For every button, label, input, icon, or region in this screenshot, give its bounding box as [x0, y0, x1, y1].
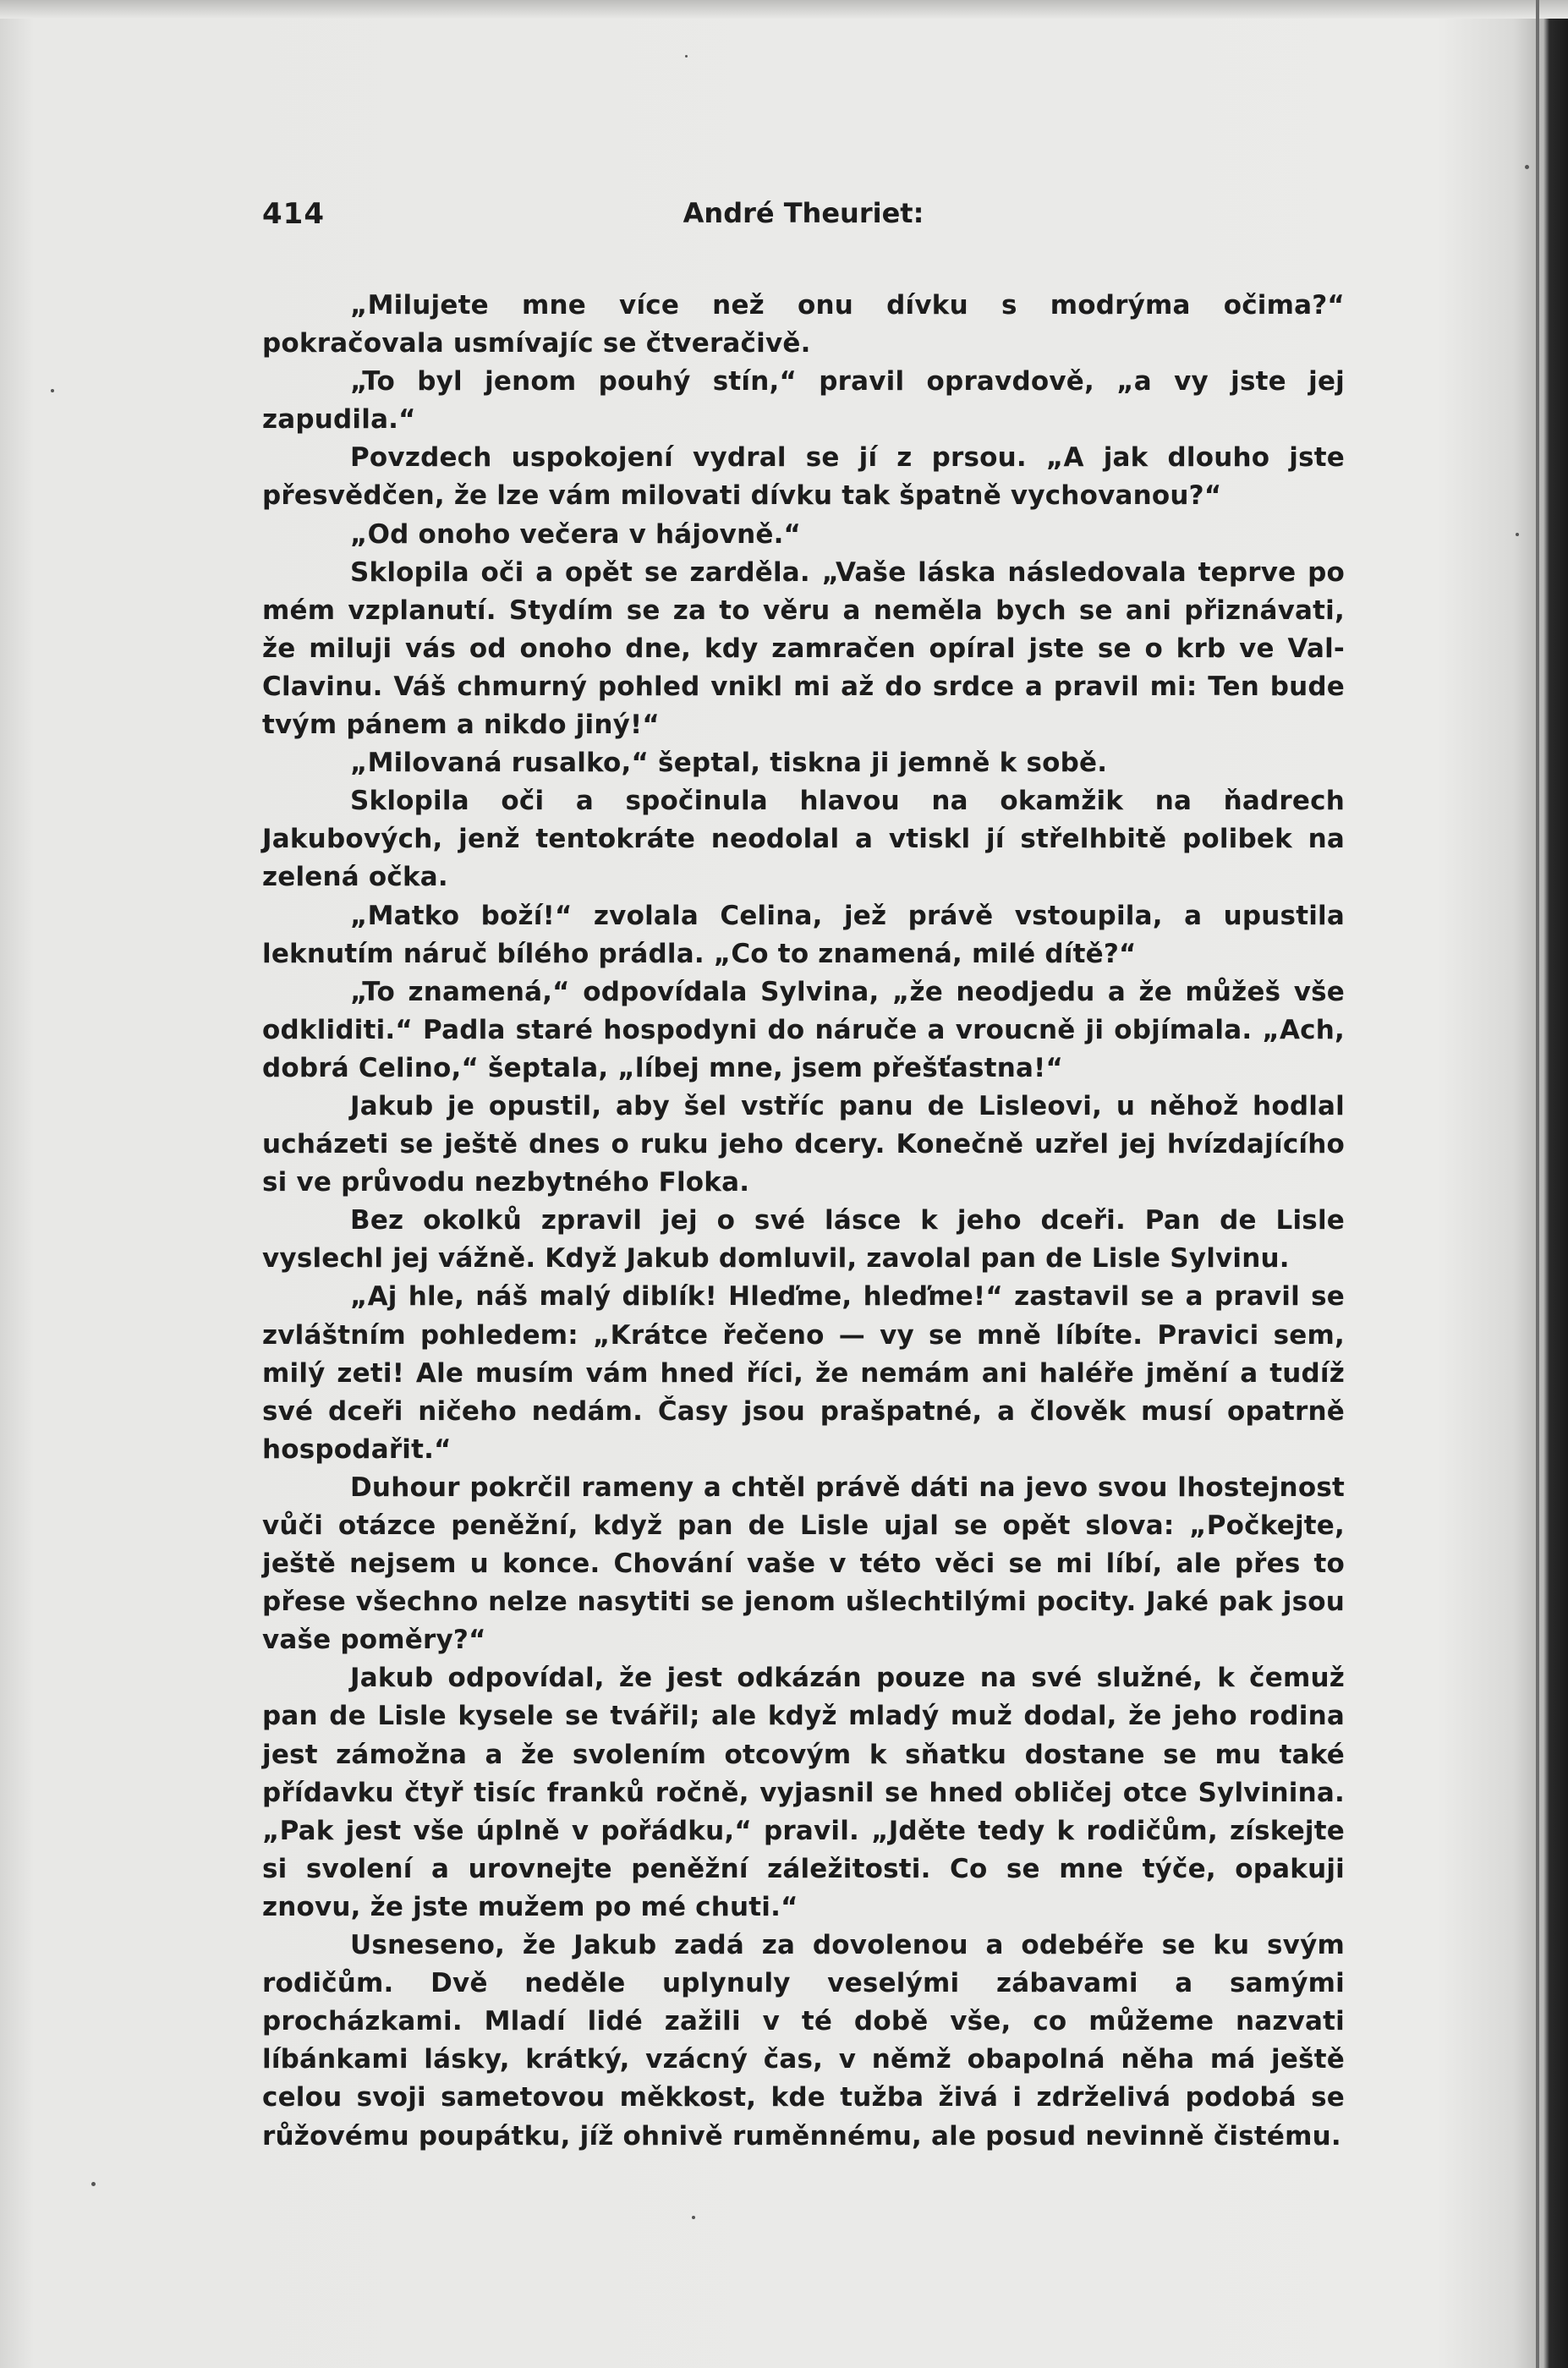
scan-speck: [1516, 533, 1519, 536]
scan-speck: [91, 2182, 96, 2186]
scan-speck: [1525, 165, 1529, 169]
binding-edge-line: [1536, 0, 1539, 2368]
paragraph: „Od onoho večera v hájovně.“: [350, 518, 802, 550]
paragraph: „To znamená,“ odpovídala Sylvina, „že neodjedu a že můžeš vše odkliditi.“ Padla staré hospodyni do náruče a vroucně ji objímala. „Ach, dobrá Celino,“ šeptala, „líbej mne, jsem přešťastna!“: [262, 976, 1345, 1083]
paragraph: „Matko boží!“ zvolala Celina, jež právě vstoupila, a upustila leknutím náruč bílého prádla. „Co to znamená, milé dítě?“: [262, 900, 1345, 969]
running-head-author: André Theuriet:: [683, 197, 924, 229]
paragraph: Povzdech uspokojení vydral se jí z prsou. „A jak dlouho jste přesvědčen, že lze vám milovati dívku tak špatně vychovanou?“: [262, 442, 1345, 512]
page-header: [262, 190, 1345, 241]
book-page: [262, 190, 1345, 2156]
paragraph: „Milujete mne více než onu dívku s modrýma očima?“ pokračovala usmívajíc se čtveračivě.: [262, 290, 1345, 359]
paragraph: Duhour pokrčil rameny a chtěl právě dáti na jevo svou lhostejnost vůči otázce peněžní, když pan de Lisle ujal se opět slova: „Počkejte, ještě nejsem u konce. Chování vaše v této věci se mi líbí, ale přes to přese všechno nelze nasytiti se jenom ušlechtilými pocity. Jaké pak jsou vaše poměry?“: [262, 1472, 1345, 1656]
scan-speck: [685, 55, 688, 58]
paragraph: Bez okolků zpravil jej o své lásce k jeho dceři. Pan de Lisle vyslechl jej vážně. Když Jakub domluvil, zavolal pan de Lisle Sylvinu.: [262, 1205, 1345, 1274]
paragraph: Sklopila oči a spočinula hlavou na okamžik na ňadrech Jakubových, jenž tentokráte neodolal a vtiskl jí střelhbitě polibek na zelená očka.: [262, 786, 1345, 893]
paragraph: „Aj hle, náš malý diblík! Hleďme, hleďme!“ zastavil se a pravil se zvláštním pohledem: „Krátce řečeno — vy se mně líbíte. Pravici sem, milý zeti! Ale musím vám hned říci, že nemám ani haléře jmění a tudíž své dceři ničeho nedám. Časy jsou prašpatné, a člověk musí opatrně hospodařit.“: [262, 1281, 1345, 1465]
page-number: 414: [262, 197, 325, 231]
page-top-edge: [0, 0, 1568, 19]
paragraph: „To byl jenom pouhý stín,“ pravil opravdově, „a vy jste jej zapudila.“: [262, 366, 1345, 436]
paragraph: „Milovaná rusalko,“ šeptal, tiskna ji jemně k sobě.: [350, 748, 1108, 779]
paragraph: Jakub odpovídal, že jest odkázán pouze na své služné, k čemuž pan de Lisle kysele se tvářil; ale když mladý muž dodal, že jeho rodina jest zámožna a že svolením otcovým k sňatku dostane se mu také přídavku čtyř tisíc franků ročně, vyjasnil se hned obličej otce Sylvinina. „Pak jest vše úplně v pořádku,“ pravil. „Jděte tedy k rodičům, získejte si svolení a urovnejte peněžní záležitosti. Co se mne týče, opakuji znovu, že jste mužem po mé chuti.“: [262, 1663, 1345, 1922]
paragraph: Usneseno, že Jakub zadá za dovolenou a odebéře se ku svým rodičům. Dvě neděle uplynuly veselými zábavami a samými procházkami. Mladí lidé zažili v té době vše, co můžeme nazvati líbánkami lásky, krátký, vzácný čas, v němž obapolná něha má ještě celou svoji sametovou měkkost, kde tužba živá i zdrželivá podobá se růžovému poupátku, jíž ohnivě ruměnnému, ale posud nevinně čistému.: [262, 1930, 1345, 2151]
scan-speck: [51, 389, 54, 392]
body-text: [262, 287, 1345, 2156]
paragraph: Sklopila oči a opět se zarděla. „Vaše láska následovala teprve po mém vzplanutí. Stydím se za to věru a neměla bych se ani přiznávati, že miluji vás od onoho dne, kdy zamračen opíral jste se o krb ve Val-Clavinu. Váš chmurný pohled vnikl mi až do srdce a pravil mi: Ten bude tvým pánem a nikdo jiný!“: [262, 556, 1345, 741]
paragraph: Jakub je opustil, aby šel vstříc panu de Lisleovi, u něhož hodlal ucházeti se ještě dnes o ruku jeho dcery. Konečně uzřel jej hvízdajícího si ve průvodu nezbytného Floka.: [262, 1090, 1345, 1198]
scan-speck: [692, 2216, 695, 2219]
